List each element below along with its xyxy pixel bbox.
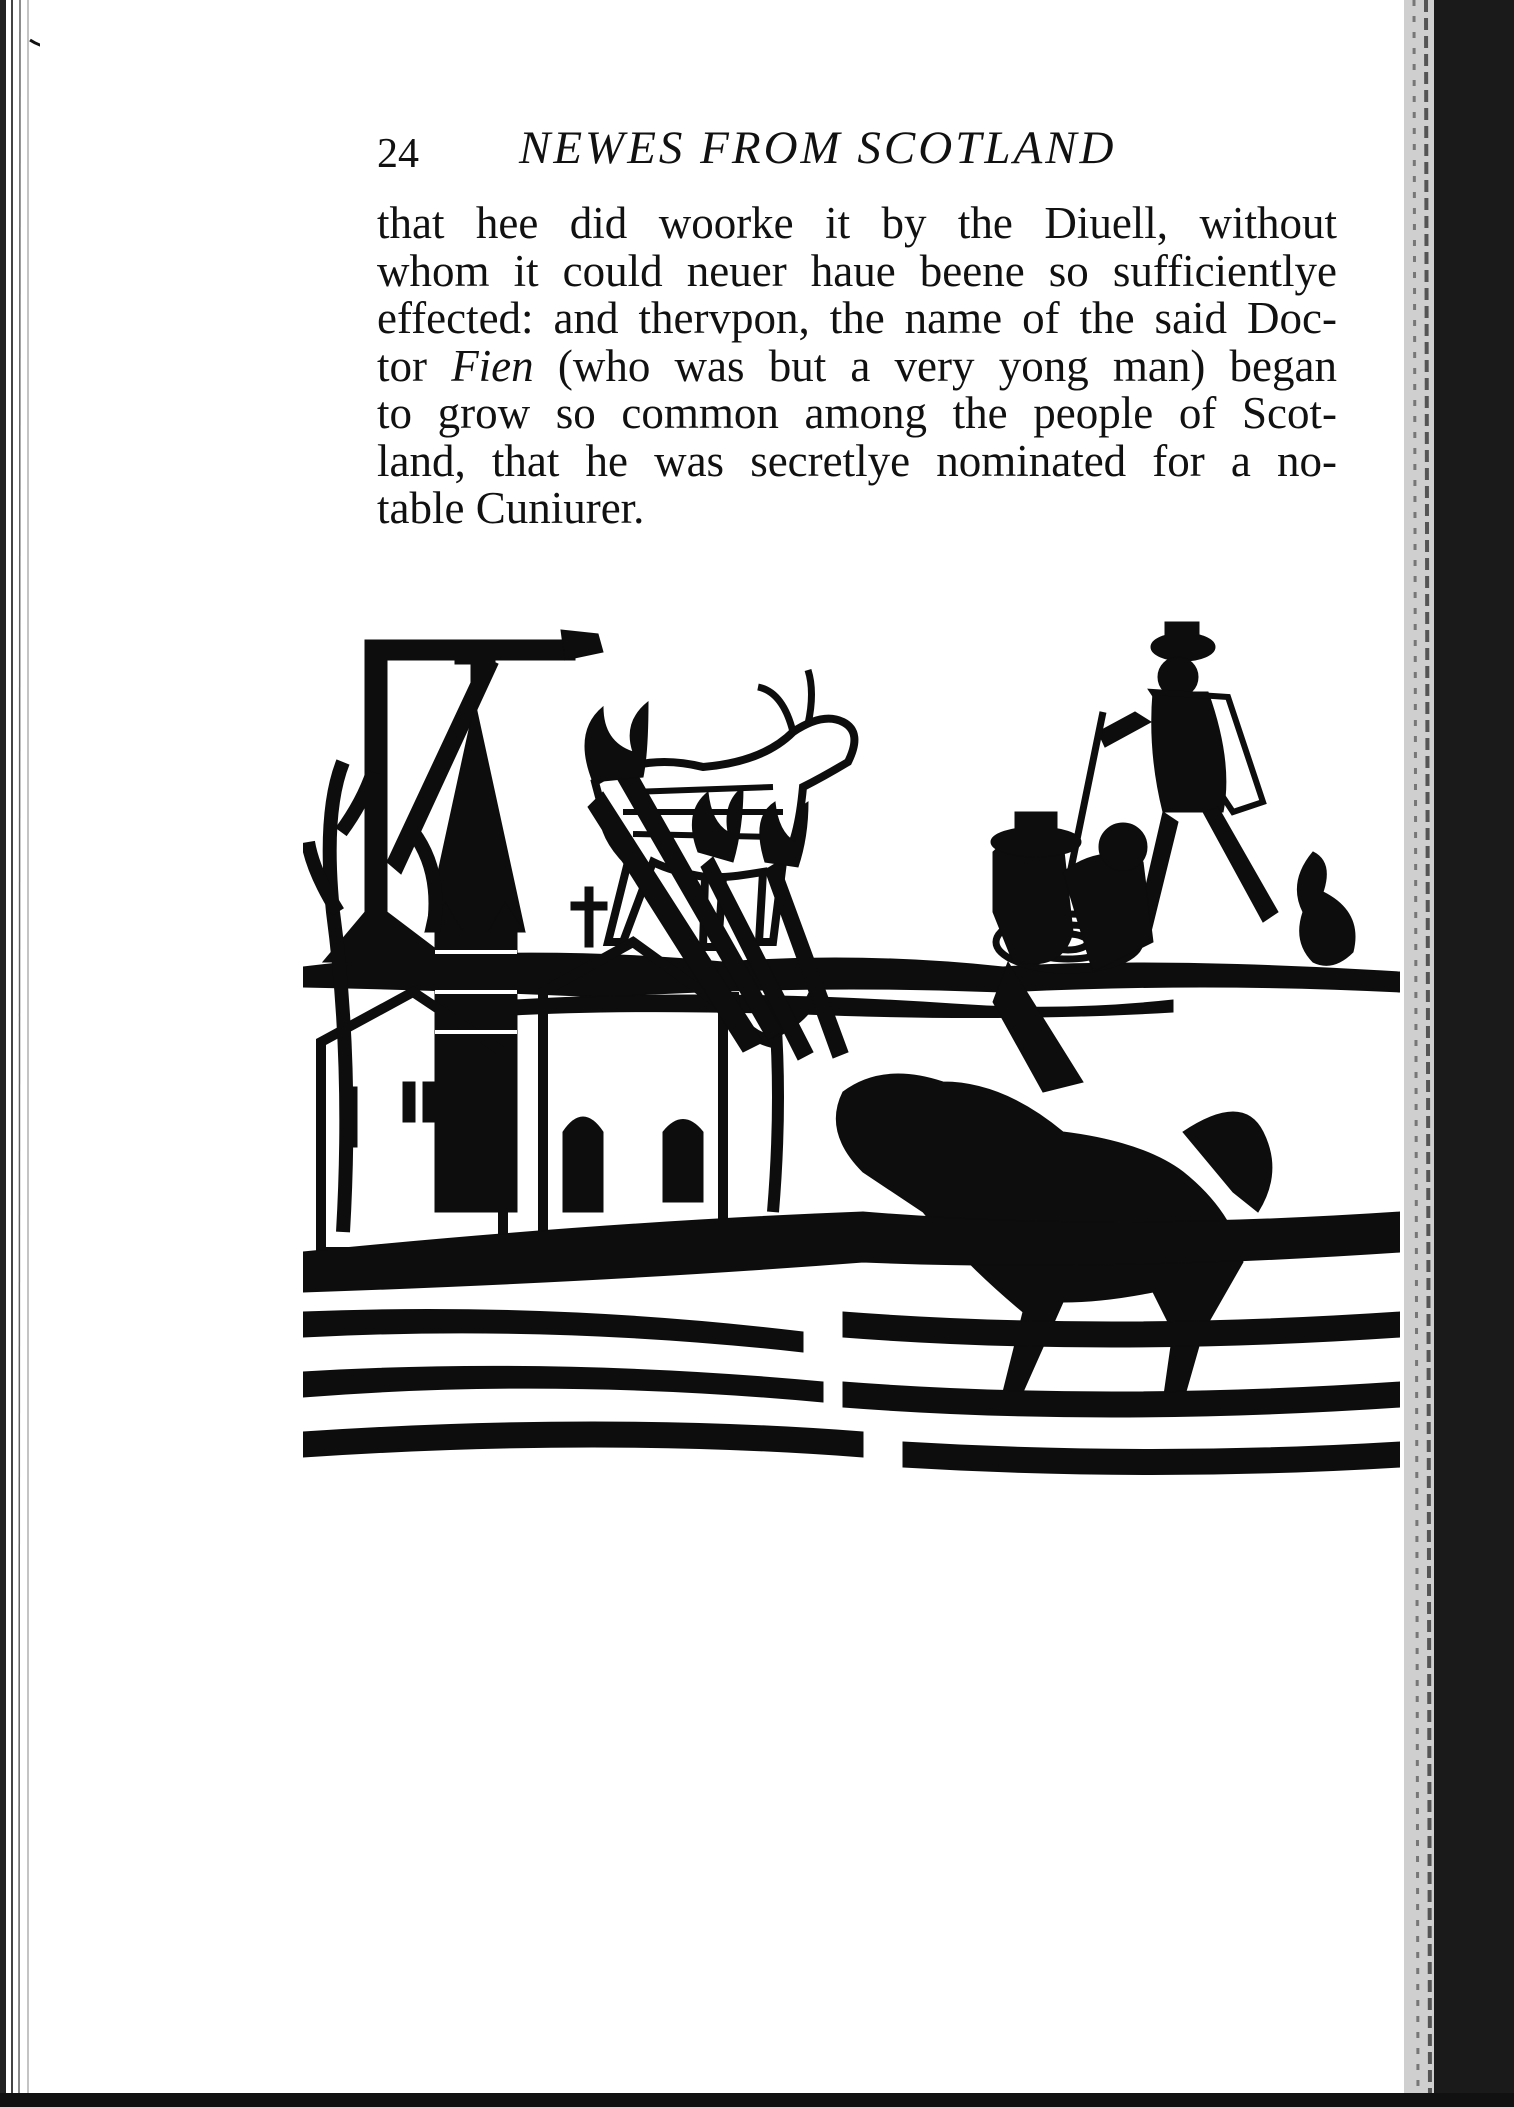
text-line: whom it could neuer haue beene so sufficientlye bbox=[377, 245, 1337, 296]
bottom-scan-edge bbox=[0, 2093, 1514, 2107]
text-line: effected: and thervpon, the name of the said Doc- bbox=[377, 293, 1337, 343]
woodcut-illustration bbox=[303, 612, 1400, 1672]
lower-ground bbox=[303, 1212, 1400, 1475]
page-edge-shadow bbox=[1404, 0, 1514, 2107]
running-title: NEWES FROM SCOTLAND bbox=[519, 122, 1117, 174]
text-line: to grow so common among the people of Scot- bbox=[377, 388, 1337, 438]
body-paragraph bbox=[377, 200, 1337, 533]
text-fragment: tor bbox=[377, 340, 452, 391]
horse-with-riders bbox=[836, 812, 1272, 1402]
text-line: that hee did woorke it by the Diuell, without bbox=[377, 198, 1337, 248]
book-spine-edge bbox=[0, 0, 40, 2107]
small-demon bbox=[1297, 852, 1355, 965]
page-header bbox=[377, 118, 1197, 178]
text-line: land, that he was secretlye nominated for a no- bbox=[377, 435, 1337, 486]
text-line bbox=[377, 340, 1337, 391]
italic-name: Fien bbox=[451, 340, 534, 391]
page-number: 24 bbox=[377, 131, 419, 177]
text-fragment: (who was but a very yong man) began bbox=[533, 340, 1337, 391]
text-line: table Cuniurer. bbox=[377, 483, 645, 533]
